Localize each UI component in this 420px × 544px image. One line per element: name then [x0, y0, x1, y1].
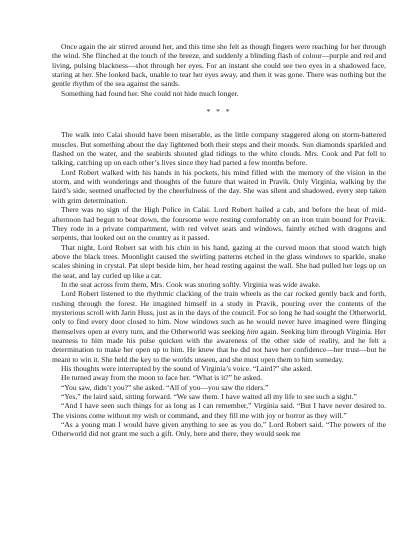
paragraph: He turned away from the moon to face her. “What is it?” he asked.	[61, 373, 262, 383]
paragraph: “You saw, didn’t you?” she asked. “All of you—you saw the riders.”	[61, 382, 269, 392]
paragraph: His thoughts were interrupted by the sound of Virginia’s voice. “Laird?” she asked.	[61, 364, 313, 373]
paragraph-text: again. Seeking him through Virginia. Her nearness to him made his pulse quicken with the awareness of the other side of reality, and he felt a determination to make her open up to him. He knew that he did not have her confidence—her trust—but he meant to win it. She held the key to the worlds unseen, and she must open them to him someday.	[52, 326, 386, 364]
paragraph: “Yes,” the laird said, sitting forward. “We saw them. I have waited all my life to see such a sight.”	[61, 392, 357, 402]
paragraph: The walk into Calai should have been miserable, as the little company staggered along on storm-battered muscles. But something about the day lightened both their steps and their moods. Sun diamonds sparkled and flashed on the water, and the seabirds shouted glad tidings to the white clouds. Mrs. Cook and Pat fell to talking, catching up on each other’s lives since they had parted a few months before.	[52, 130, 386, 168]
paragraph: Something had found her. She could not hide much longer.	[61, 88, 239, 98]
paragraph: There was no sign of the High Police in Calai. Lord Robert hailed a cab, and before the heat of mid-afternoon had begun to beat down, the foursome were resting comfortably on an iron train bound for Pravik. They rode in a private compartment, with red velvet seats and windows, faintly etched with dragons and serpents, that looked out on the country as it passed.	[52, 205, 386, 243]
paragraph: Once again the air stirred around her, and this time she felt as though fingers were reaching for her through the wind. She flinched at the touch of the breeze, and suddenly a blinding flash of colour—purple and red and living, pulsing blackness—shot through her eyes. For an instant she could see two eyes in a shadowed face, staring at her. She looked back, unable to tear her eyes away, and then it was gone. There was nothing but the gentle rhythm of the sea against the sands.	[52, 42, 386, 89]
paragraph: That night, Lord Robert sat with his chin in his hand, gazing at the curved moon that stood watch high above the black trees. Moonlight caused the swirling patterns etched in the glass windows to sparkle, snake scales shining in crystal. Pat slept beside him, her head resting against the wall. She had pulled her legs up on the seat, and lay curled up like a cat.	[52, 242, 386, 280]
paragraph	[52, 289, 386, 364]
paragraph: In the seat across from them, Mrs. Cook was snoring softly. Virginia was wide awake.	[61, 279, 321, 289]
paragraph: “As a young man I would have given anything to see as you do,” Lord Robert said. “The powers of the Otherworld did not grant me such a gift. Only, here and there, they would seek me	[52, 420, 386, 439]
paragraph: “And I have seen such things for as long as I can remember,” Virginia said. “But I have never desired to. The visions come without my wish or command, and they fill me with joy or horror as they will.”	[52, 401, 386, 420]
section-break: * * *	[206, 107, 232, 117]
paragraph: Lord Robert walked with his hands in his pockets, his mind filled with the memory of the vision in the storm, and with wonderings and thoughts of the future that waited in Pravik. Only Virginia, walking by the laird’s side, seemed unaffected by the cheerfulness of the day. She was silent and shadowed, every step taken with grim determination.	[52, 167, 386, 205]
emphasized-word: him	[246, 326, 259, 336]
paragraph-text: Lord Robert listened to the rhythmic clacking of the train wheels as the car rocked gently back and forth, rushing through the forest. He imagined himself in a study in Pravik, pouring over the contents of the mysterious scroll with Jarin Huss, just as in the days of the council. For so long he had sought the Otherworld, only to find every door closed to him. Now windows such as he would never have imagined were flinging themselves open at every turn, and the Otherworld was seeking	[52, 289, 386, 336]
